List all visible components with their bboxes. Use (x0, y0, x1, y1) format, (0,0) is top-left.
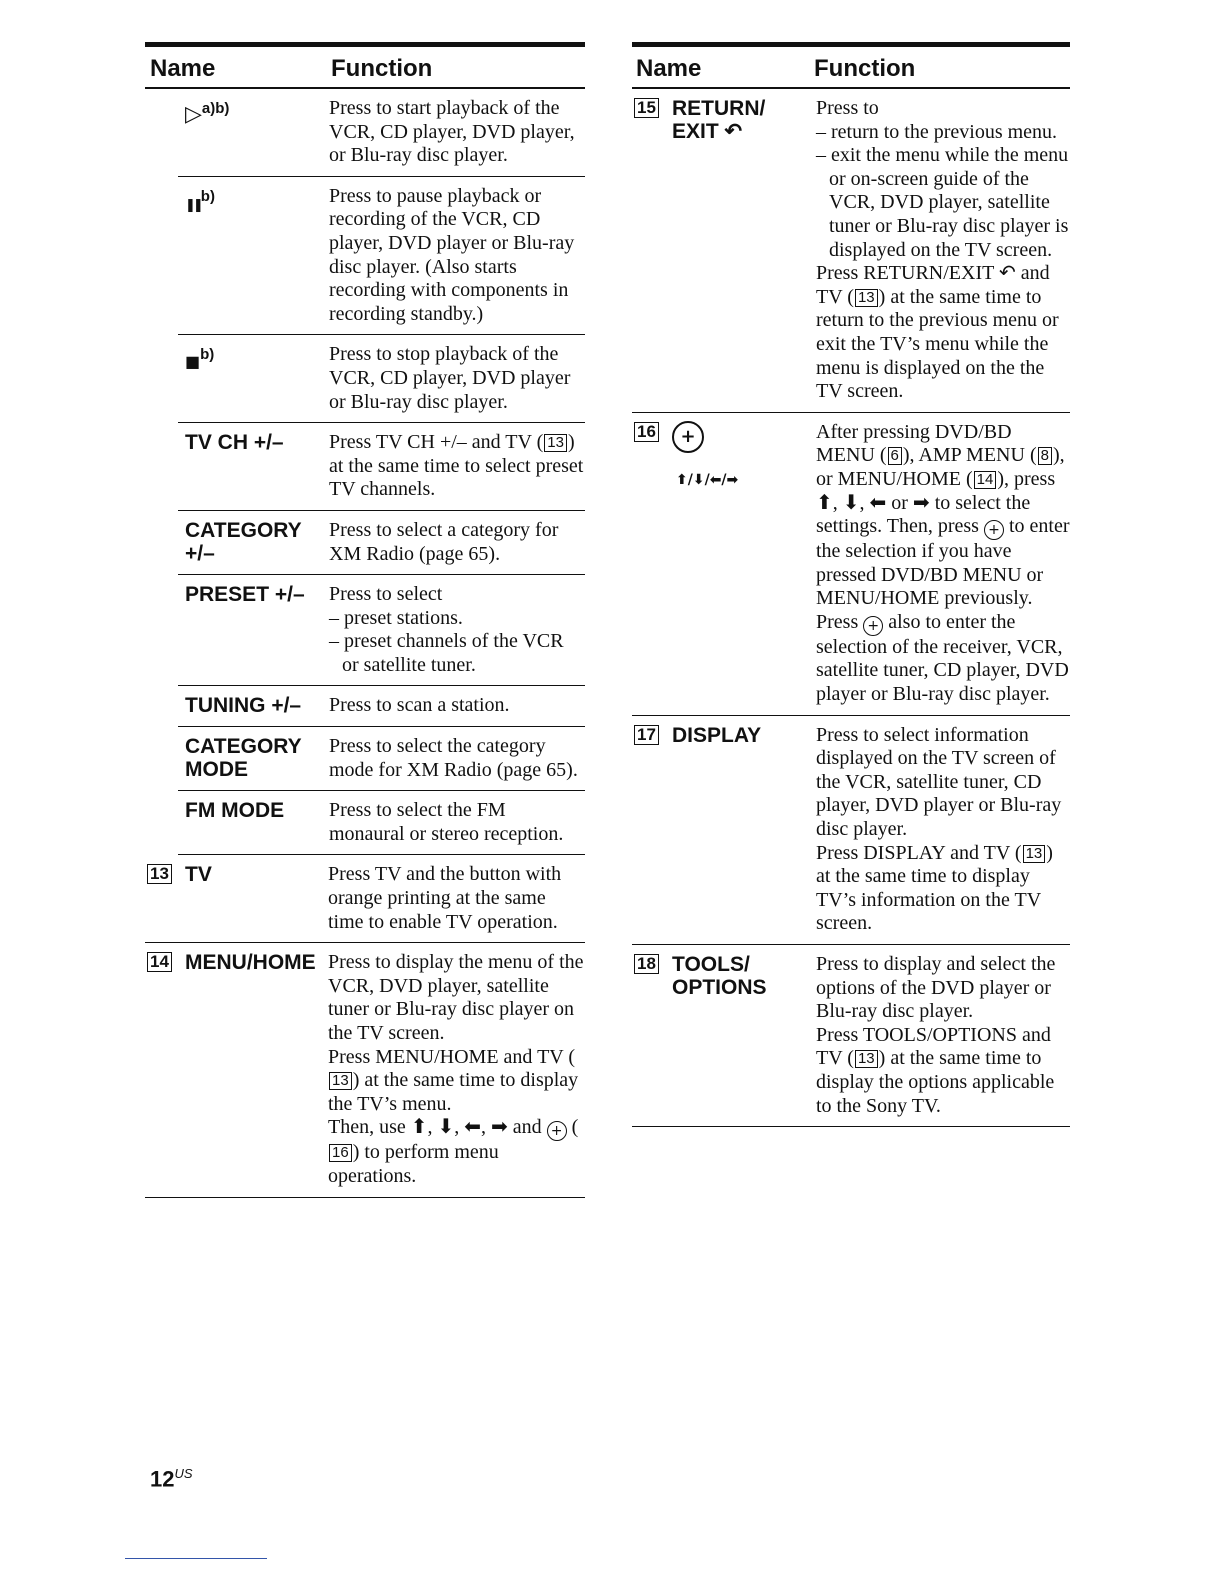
enter-arrows-label (672, 421, 816, 707)
row-function: Press to start playback of the VCR, CD player, DVD player, or Blu-ray disc player. (329, 97, 575, 167)
table-header (145, 47, 585, 89)
row-function: Press to display the menu of the VCR, DVD player, satellite tuner or Blu-ray disc player on the TV screen. Press MENU/HOME and TV (13 ) at the same time to display the TV’s menu. Then, use ⬆, ⬇, ⬅, ➡ and + (16 ) to perform menu operations. (328, 951, 584, 1187)
item-number: 18 (634, 954, 659, 974)
row-function: Press to display and select the options of the DVD player or Blu-ray disc player. Press TOOLS/OPTIONS and TV ( 13 ) at the same time to display the options applicable to the Sony TV. (816, 953, 1056, 1117)
enter-icon: + (863, 616, 883, 636)
table-row (632, 716, 1070, 945)
ref-13: 13 (329, 1072, 352, 1090)
ref-8: 8 (1038, 447, 1052, 465)
table-row (178, 89, 585, 177)
table-row (178, 423, 585, 511)
preset-label: PRESET +/– (185, 583, 305, 607)
row-function: Press to select information displayed on the TV screen of the VCR, satellite tuner, CD player, DVD player or Blu-ray disc player. Press DISPLAY and TV ( 13 ) at the same time to display TV’s information on the TV screen. (816, 723, 1062, 935)
left-column (145, 42, 585, 1198)
row-function: After pressing DVD/BD MENU ( 6 ), AMP MENU ( 8 ), or MENU/HOME ( 14 ), press ⬆, ⬇, ⬅ or ➡ to select the settings. Then, press + to enter the selection if you have pressed DVD/BD MENU or MENU/HOME previously. Press + also to enter the selection of the receiver, VCR, satellite tuner, CD player, DVD player or Blu-ray disc player. (816, 420, 1070, 706)
row-function: Press TV and the button with orange printing at the same time to enable TV operation. (328, 863, 562, 933)
page-number: $12^{US}$ (150, 1466, 193, 1492)
return-exit-label: RETURN/ EXIT ↶ (672, 97, 816, 404)
ref-14: 14 (974, 471, 997, 489)
item-number: 15 (634, 98, 659, 118)
row-function: Press to select the FM monaural or stereo reception. (329, 799, 564, 845)
row-function: Press to pause playback or recording of the VCR, CD player, DVD player or Blu-ray disc player. (Also starts recording with components in recording standby.) (329, 184, 575, 325)
table-row (145, 943, 585, 1197)
tv-ch-label: TV CH +/– (185, 431, 284, 455)
header-function: Function (331, 55, 433, 82)
table-row (178, 575, 585, 686)
table-row (178, 335, 585, 423)
ref-6: 6 (888, 447, 902, 465)
pause-button-label: ❚❚$^{b)}$ (185, 187, 215, 213)
stop-icon: ■ (185, 352, 201, 372)
table-row (632, 945, 1070, 1127)
row-function: Press to select a category for XM Radio (page 65). (329, 518, 559, 565)
table-row (178, 686, 585, 727)
enter-icon: + (547, 1121, 567, 1141)
pause-icon: ❚❚ (185, 197, 201, 213)
stop-button-label: ■$^{b)}$ (185, 346, 215, 372)
item-number: 13 (147, 864, 172, 884)
enter-icon: + (984, 520, 1004, 540)
enter-icon: + (672, 421, 704, 453)
row-function: Press to – return to the previous menu. – exit the menu while the menu or on-screen guide of the VCR, DVD player, satellite tuner or Blu-ray disc player is displayed on the TV screen. Press RETURN/EXIT ↶ and TV ( 13 ) at the same time to return to the previous menu or exit the TV’s menu while the menu is displayed on the the TV screen. (816, 97, 1069, 403)
table-row (178, 791, 585, 855)
table-header (632, 47, 1070, 89)
arrow-keys-icon: ⬆/⬇/⬅/➡ (676, 471, 739, 488)
right-column (632, 42, 1070, 1127)
row-function: Press to select – preset stations. – preset channels of the VCR or satellite tuner. (329, 583, 564, 676)
ref-13: 13 (855, 1050, 878, 1068)
header-name: Name (636, 55, 702, 82)
return-icon: EXIT ↶ (672, 120, 743, 143)
table-row (632, 413, 1070, 716)
display-label: DISPLAY (672, 723, 762, 747)
tv-label: TV (185, 863, 212, 887)
header-name: Name (150, 55, 216, 82)
ref-13: 13 (1023, 845, 1046, 863)
table-row (178, 511, 585, 575)
menu-home-label: MENU/HOME (185, 951, 316, 975)
ref-13: 13 (855, 289, 878, 307)
table-row (178, 177, 585, 336)
row-function: Press to scan a station. (329, 694, 510, 717)
fm-mode-label: FM MODE (185, 799, 285, 823)
table-row (145, 855, 585, 943)
table-row (632, 89, 1070, 413)
table-row (178, 727, 585, 791)
item-number: 17 (634, 725, 659, 745)
category-mode-label: CATEGORY MODE (185, 735, 302, 782)
play-icon: ▷ (185, 102, 202, 127)
category-label: CATEGORY +/– (185, 518, 302, 565)
item-number: 14 (147, 952, 172, 972)
ref-13: 13 (544, 434, 567, 452)
tools-options-label: TOOLS/ OPTIONS (672, 953, 767, 999)
item-number: 16 (634, 422, 659, 442)
divider (125, 1558, 267, 1559)
row-function: Press TV CH +/– and TV ( 13 ) at the same time to select preset TV channels. (329, 431, 584, 501)
ref-16: 16 (329, 1144, 352, 1162)
header-function: Function (814, 55, 916, 82)
row-function: Press to select the category mode for XM Radio (page 65). (329, 735, 578, 781)
tuning-label: TUNING +/– (185, 694, 302, 718)
row-function: Press to stop playback of the VCR, CD player, DVD player or Blu-ray disc player. (329, 343, 571, 413)
play-button-label: ▷$^{a)b)}$ (185, 100, 230, 127)
